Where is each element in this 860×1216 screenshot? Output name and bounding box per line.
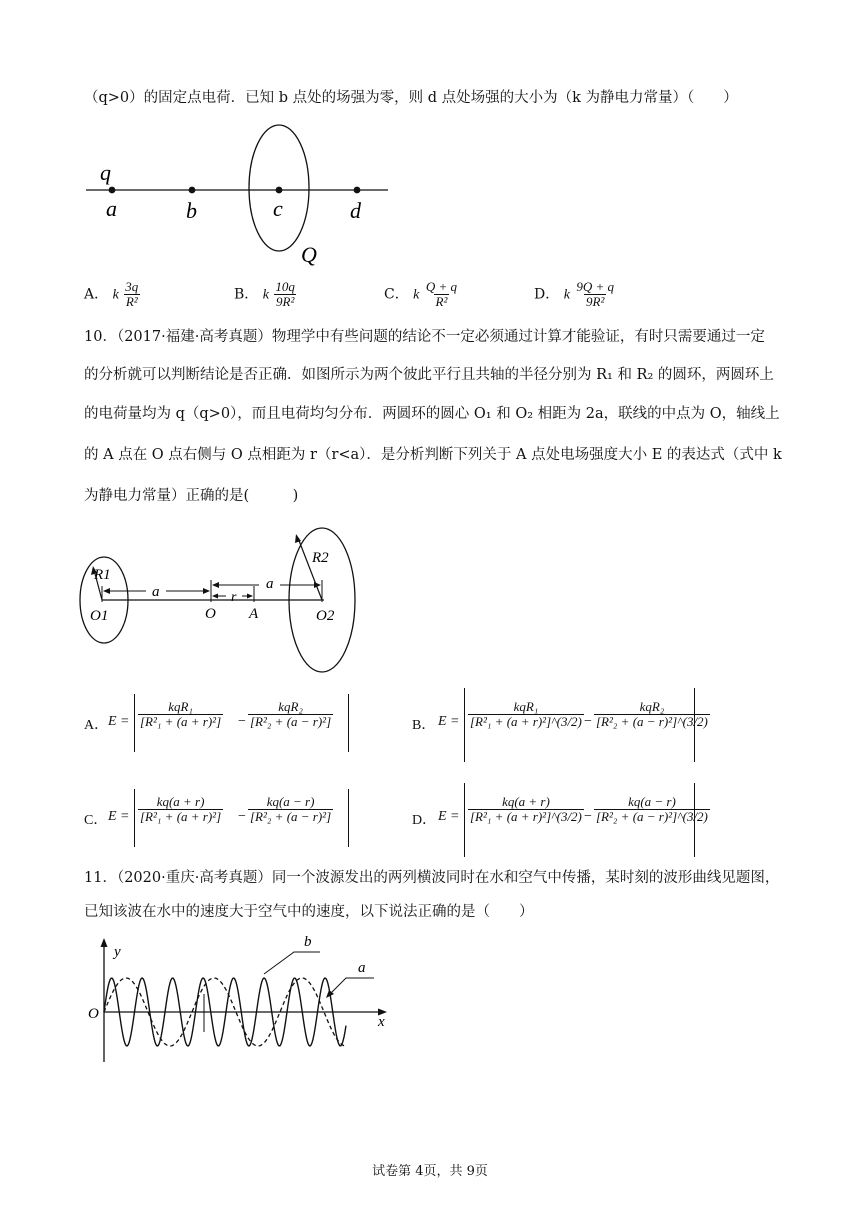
- label-y: y: [114, 944, 121, 960]
- q9-stem-line: （q>0）的固定点电荷．已知 b 点处的场强为零，则 d 点处场强的大小为（k 为静电力常量）（ ）: [84, 90, 738, 106]
- label-o: O: [205, 606, 216, 622]
- label-o1: O1: [90, 608, 109, 624]
- label-a: a: [106, 196, 117, 221]
- q10-stem-line-1: 10．（2017·福建·高考真题）物理学中有些问题的结论不一定必须通过计算才能验证，有时只需要通过一定: [84, 329, 765, 345]
- label-o2: O2: [316, 608, 335, 624]
- label-a-left: a: [152, 584, 160, 600]
- page-footer: 试卷第 4页，共 9页: [372, 1164, 488, 1179]
- q10-option-b[interactable]: B． E = $\frac{\text{kqR₁}}{\text{[R²₁ + (a + r)²]\textasciicircum{}(3/2)}}$ − $\frac{\text{kqR₂}}{\text{[R²₂ + (a − r)²]\textasciicircum{}(3/2)}}$: [412, 688, 712, 760]
- q9-option-b[interactable]: B． k $\frac{10q}{\text{9R²}}$: [234, 279, 295, 309]
- q11-figure: [84, 934, 394, 1064]
- label-d: d: [350, 198, 361, 223]
- q10-option-a[interactable]: A． E = $\frac{\text{kqR₁}}{\text{[R²₁ + (a + r)²]}}$ − $\frac{\text{kqR₂}}{\text{[R²₂ + (a − r)²]}}$: [84, 690, 374, 758]
- q11-stem-line-1: 11．（2020·重庆·高考真题）同一个波源发出的两列横波同时在水和空气中传播，某时刻的波形曲线见题图，: [84, 870, 780, 886]
- q9-option-c[interactable]: C． k $\frac{Q + q}{\text{R²}}$: [384, 279, 458, 309]
- label-r: r: [231, 590, 237, 605]
- point-d: [354, 187, 361, 194]
- label-a-right: a: [266, 576, 274, 592]
- label-r2: R2: [312, 550, 329, 566]
- q9-option-a[interactable]: A． k $\frac{3q}{\text{R²}}$: [84, 279, 139, 309]
- point-a: [109, 187, 116, 194]
- q9-option-d[interactable]: D． k $\frac{9Q + q}{\text{9R²}}$: [534, 279, 615, 309]
- label-a: a: [358, 960, 366, 976]
- q10-stem-line-3: 的电荷量均为 q（q>0），而且电荷均匀分布．两圆环的圆心 O₁ 和 O₂ 相距为 2a，联线的中点为 O，轴线上: [84, 406, 780, 422]
- q11-stem-line-2: 已知该波在水中的速度大于空气中的速度，以下说法正确的是（ ）: [84, 904, 534, 920]
- label-q: q: [100, 160, 111, 185]
- label-b: b: [304, 934, 312, 950]
- label-Q: Q: [301, 242, 317, 267]
- q9-figure: [80, 120, 400, 270]
- label-b: b: [186, 198, 197, 223]
- q10-stem-line-4: 的 A 点在 O 点右侧与 O 点相距为 r（r<a）．是分析判断下列关于 A 点处电场强度大小 E 的表达式（式中 k: [84, 447, 782, 463]
- q10-stem-line-5: 为静电力常量）正确的是( ): [84, 488, 299, 504]
- label-r1: R1: [94, 567, 111, 583]
- q10-option-c[interactable]: C． E = $\frac{kq(a + r)}{\text{[R²₁ + (a + r)²]}}$ − $\frac{kq(a - r)}{\text{[R²₂ + (a − r)²]}}$: [84, 785, 374, 853]
- point-c: [276, 187, 283, 194]
- q10-stem-line-2: 的分析就可以判断结论是否正确．如图所示为两个彼此平行且共轴的半径分别为 R₁ 和 R₂ 的圆环，两圆环上: [84, 367, 774, 383]
- label-origin: O: [88, 1006, 99, 1022]
- label-x: x: [378, 1014, 385, 1030]
- q10-figure: [76, 524, 366, 684]
- label-A: A: [249, 606, 259, 622]
- label-c: c: [273, 196, 283, 221]
- point-b: [189, 187, 196, 194]
- q10-option-d[interactable]: D． E = $\frac{kq(a + r)}{\text{[R²₁ + (a + r)²]\textasciicircum{}(3/2)}}$ − $\frac{kq(a - r)}{\text{[R²₂ + (a − r)²]\textasciicircum{}(3/2)}}$: [412, 783, 712, 855]
